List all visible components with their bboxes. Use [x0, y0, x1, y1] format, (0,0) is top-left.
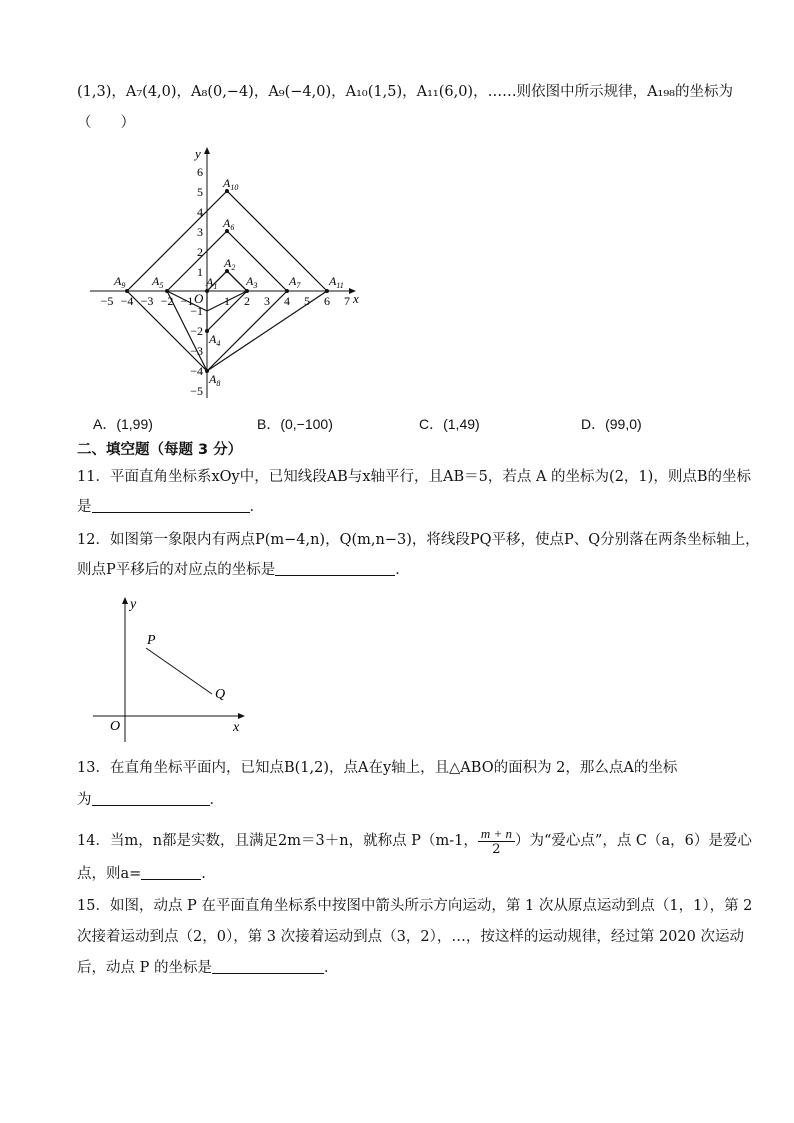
q11-answer-blank[interactable] — [92, 498, 250, 513]
q14-line2: 点，则a= . — [77, 866, 206, 882]
svg-text:2: 2 — [197, 245, 203, 259]
svg-text:A7: $A_7$ — [289, 274, 301, 290]
svg-text:1: 1 — [197, 265, 203, 279]
label-o: O — [110, 719, 121, 734]
svg-text:5: 5 — [197, 185, 203, 199]
origin-label: O — [194, 291, 204, 306]
svg-text:A3: $A_3$ — [246, 274, 258, 290]
q11-line1: 11．平面直角坐标系xOy中，已知线段AB与x轴平行，且AB＝5，若点 A 的坐标为(2，1)，则点B的坐标 — [77, 469, 751, 485]
svg-text:3: 3 — [264, 294, 270, 308]
x-axis-label: x — [353, 291, 359, 306]
option-d[interactable]: D．(99,0) — [581, 416, 642, 432]
svg-text:A2: $A_2$ — [224, 256, 236, 272]
svg-text:−1: −1 — [190, 304, 203, 318]
svg-text:4: 4 — [197, 205, 203, 219]
label-x: x — [233, 720, 240, 735]
svg-text:−3: −3 — [190, 344, 203, 358]
svg-text:6: 6 — [197, 165, 203, 179]
svg-text:−5: −5 — [100, 294, 114, 308]
label-y: y — [130, 597, 137, 612]
q13-line1: 13．在直角坐标平面内，已知点B(1,2)，点A在y轴上，且△ABO的面积为 2，那么点A的坐标 — [77, 760, 678, 776]
svg-text:A6: $A_6$ — [223, 216, 235, 232]
q14-line1: 14．当m，n都是实数，且满足2m＝3＋n，就称点 P（m-1， $\frac{m + n}{2}$ ）为“爱心点”，点 C（a，6）是爱心 — [77, 825, 752, 857]
q10-intro: (1,3)，A₇(4,0)，A₈(0,−4)，A₉(−4,0)，A₁₀(1,5)，A₁₁(6,0)，……则依图中所示规律，A₁₉₈的坐标为 — [77, 84, 733, 100]
svg-text:4: 4 — [284, 294, 290, 308]
q12-line1: 12．如图第一象限内有两点P(m−4,n)，Q(m,n−3)，将线段PQ平移，使点P、Q分别落在两条坐标轴上， — [77, 532, 760, 548]
svg-text:A1: $A_1$ — [206, 275, 218, 291]
q15-answer-blank[interactable] — [212, 959, 324, 974]
q10-graph — [90, 143, 375, 403]
svg-text:7: 7 — [344, 294, 350, 308]
x-axis-arrow — [238, 713, 245, 719]
svg-text:−4: −4 — [120, 294, 134, 308]
svg-text:6: 6 — [324, 294, 330, 308]
svg-text:−3: −3 — [140, 294, 154, 308]
q14-answer-blank[interactable] — [141, 865, 201, 880]
y-tick-labels — [190, 165, 203, 398]
svg-text:A4: $A_4$ — [209, 332, 221, 348]
q12-line2: 则点P平移后的对应点的坐标是 ． — [77, 562, 410, 578]
svg-text:−4: −4 — [190, 364, 203, 378]
q15-line3: 后，动点 P 的坐标是 ． — [77, 960, 339, 976]
svg-text:3: 3 — [197, 225, 203, 239]
q15-line2: 次接着运动到点（2，0），第 3 次接着运动到点（3，2），…，按这样的运动规律，经过第 2020 次运动 — [77, 929, 744, 945]
y-axis-label: y — [195, 146, 201, 161]
label-p: P — [147, 633, 156, 648]
section-heading: 二、填空题（每题 3 分） — [77, 442, 243, 458]
svg-text:2: 2 — [244, 294, 250, 308]
q10-paren: （ ） — [77, 115, 135, 131]
q11-line2: 是 ． — [77, 499, 264, 515]
svg-text:−2: −2 — [190, 324, 203, 338]
q13-answer-blank[interactable] — [92, 791, 210, 806]
option-a[interactable]: A．(1,99) — [93, 416, 153, 432]
q12-answer-blank[interactable] — [275, 561, 395, 576]
segment-pq — [146, 648, 212, 694]
svg-text:A8: $A_8$ — [209, 372, 221, 388]
svg-text:1: 1 — [224, 294, 230, 308]
svg-text:A9: $A_9$ — [114, 274, 126, 290]
svg-text:−2: −2 — [160, 294, 174, 308]
q13-line2: 为 ． — [77, 792, 224, 808]
q12-graph — [90, 592, 260, 742]
svg-text:−5: −5 — [190, 384, 203, 398]
option-b[interactable]: B．(0,−100) — [257, 416, 333, 432]
q15-line1: 15．如图，动点 P 在平面直角坐标系中按图中箭头所示方向运动，第 1 次从原点运动到点（1，1），第 2 — [77, 898, 753, 914]
svg-text:A10: $A_{10}$ — [223, 176, 239, 192]
svg-text:−1: −1 — [180, 294, 194, 308]
y-axis-arrow — [204, 147, 210, 154]
svg-text:A5: $A_5$ — [152, 274, 164, 290]
svg-text:5: 5 — [304, 294, 310, 308]
y-axis-arrow — [122, 597, 128, 604]
label-q: Q — [215, 687, 226, 702]
q14-fraction: $\frac{m + n}{2}$ — [478, 826, 515, 857]
option-c[interactable]: C．(1,49) — [419, 416, 480, 432]
svg-text:A11: $A_{11}$ — [329, 274, 344, 290]
